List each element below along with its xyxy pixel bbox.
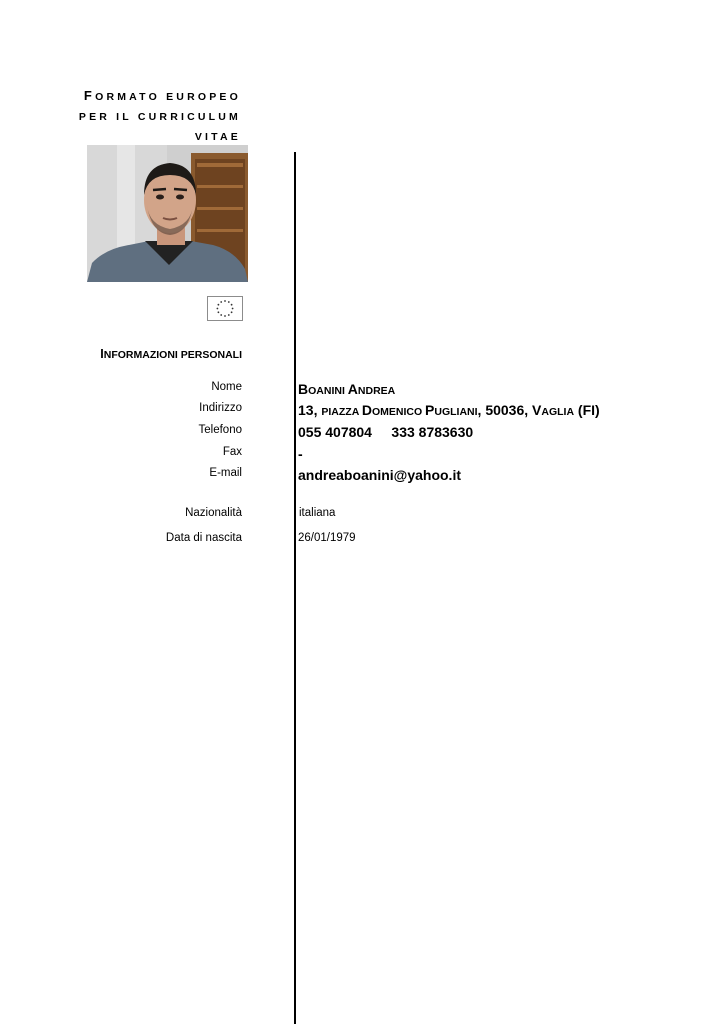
nome-initial-2: A [347,381,358,397]
column-divider [294,152,296,1024]
title-line1-text: ORMATO EUROPEO [95,91,241,103]
label-nome: Nome [211,381,242,393]
label-nazionalita: Nazionalità [185,507,242,519]
indirizzo-part-9: (FI) [574,402,600,418]
value-fax: - [298,446,303,462]
value-indirizzo [298,402,600,418]
indirizzo-part-3: D [361,402,372,418]
value-nazionalita: italiana [299,507,336,519]
eu-flag-icon [207,296,243,321]
indirizzo-part-6: UGLIANI [434,406,478,418]
value-nome [298,381,395,397]
nome-initial-1: B [298,381,309,397]
nome-text-2: NDREA [357,385,396,397]
label-data-di-nascita: Data di nascita [165,532,242,544]
cv-title-line3: VITAE [194,131,241,143]
indirizzo-part-8: AGLIA [541,406,575,418]
label-indirizzo: Indirizzo [199,402,242,414]
nome-text-1: OANINI [308,385,348,397]
label-fax: Fax [222,446,242,458]
label-telefono: Telefono [198,424,242,436]
indirizzo-part-7: , 50036, V [477,402,542,418]
title-initial: F [83,88,96,103]
indirizzo-part-4: OMENICO [371,406,426,418]
profile-photo-image [87,145,248,282]
cv-title-line1 [41,86,241,107]
value-data-di-nascita: 26/01/1979 [298,532,356,544]
indirizzo-part-1: 13, [298,402,322,418]
cv-title-line2: PER IL CURRICULUM [78,111,241,123]
section-heading-personal-info [100,347,242,361]
section-heading-initial: I [100,347,104,361]
profile-photo [87,145,248,282]
value-email: andreaboanini@yahoo.it [298,467,462,483]
label-email: E-mail [209,467,242,479]
indirizzo-part-2: PIAZZA [321,406,362,418]
cv-title [41,86,241,147]
section-heading-text: NFORMAZIONI PERSONALI [103,349,242,361]
value-telefono: 055 407804 333 8783630 [298,424,474,440]
indirizzo-part-5: P [425,402,435,418]
